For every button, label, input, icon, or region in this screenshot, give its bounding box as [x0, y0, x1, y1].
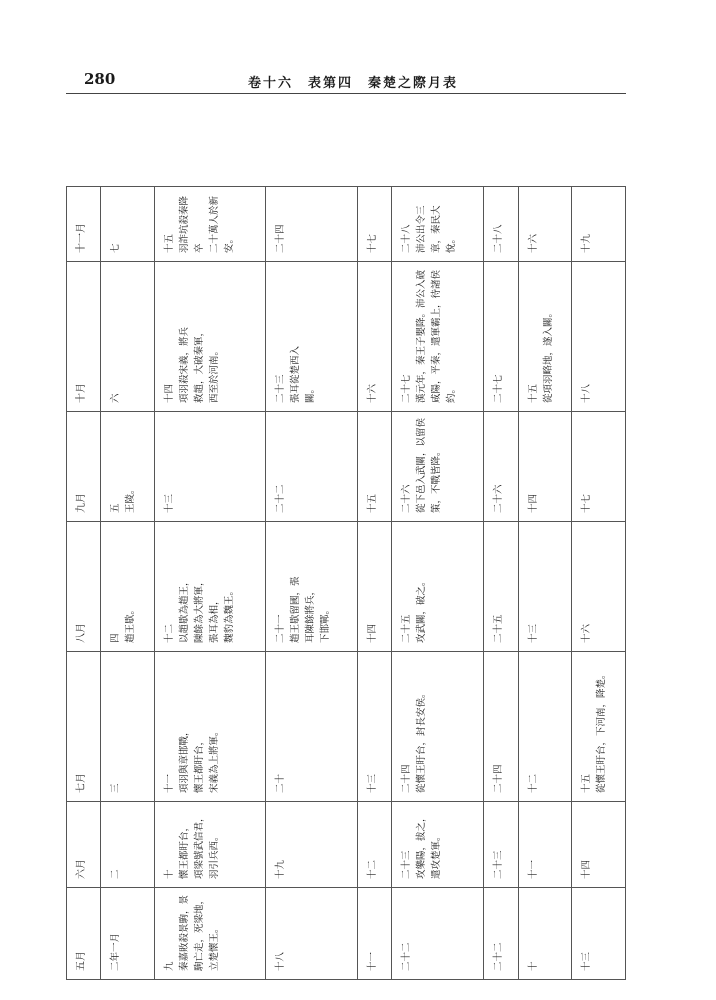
page-number: 280: [84, 70, 116, 88]
running-head: 卷十六 表第四 秦楚之際月表: [248, 76, 459, 91]
table-cell: 十三: [155, 412, 266, 522]
month-label: 七月: [67, 652, 101, 802]
table-cell: 十七: [572, 412, 626, 522]
table-row: [266, 100, 358, 980]
table-cell: 二十七: [484, 262, 518, 412]
table-cell: 十六: [357, 262, 391, 412]
table-cell: 十一: [518, 802, 572, 888]
month-label: 五月: [67, 888, 101, 980]
table-cell: 十五 從懷王盱台，下河南，降楚。: [572, 652, 626, 802]
table-cell: 十八: [572, 262, 626, 412]
month-table-grid: [66, 99, 626, 980]
table-cell: 十五 從項羽略地，遂入關。: [518, 262, 572, 412]
month-label: 八月: [67, 522, 101, 652]
table-cell: 十九: [572, 187, 626, 262]
table-cell: 二十四: [266, 187, 358, 262]
table-row: [484, 100, 518, 980]
table-cell: 十四 項羽殺宋義，將兵 救趙，大破秦軍， 西至於河南。: [155, 262, 266, 412]
table-cell: 十四: [572, 802, 626, 888]
table-cell: 二十二: [266, 412, 358, 522]
table-cell: 十三: [357, 652, 391, 802]
table-cell: 二年一月: [101, 888, 155, 980]
table-cell: 二十六: [484, 412, 518, 522]
table-cell: 二十一 趙王歇留國，張 耳陳餘將兵， 下邯鄲。: [266, 522, 358, 652]
table-cell: 十一 項羽與章邯戰， 懷王都盱台， 宋義為上將軍。: [155, 652, 266, 802]
table-cell: 十三: [572, 888, 626, 980]
table-cell: 十四: [357, 522, 391, 652]
table-cell: 十: [518, 888, 572, 980]
table-cell: 十九: [266, 802, 358, 888]
table-cell: 二十三 張耳從楚西入 關。: [266, 262, 358, 412]
table-row: [518, 100, 572, 980]
table-cell: 二十六 從下邑入武關，以留侯策，不戰皆降。: [392, 412, 484, 522]
month-header-row: [67, 100, 101, 980]
month-label: 六月: [67, 802, 101, 888]
table-cell: 十七: [357, 187, 391, 262]
table-cell: 十 懷王都盱台， 項梁號武信君， 羽引兵西。: [155, 802, 266, 888]
table-cell: 十四: [518, 412, 572, 522]
table-cell: 十二: [357, 802, 391, 888]
month-table: [66, 100, 626, 980]
table-cell: 四 趙王歇。: [101, 522, 155, 652]
table-cell: 十八: [266, 888, 358, 980]
table-cell: 二十八: [484, 187, 518, 262]
table-cell: 六: [101, 262, 155, 412]
table-cell: 三: [101, 652, 155, 802]
month-label: 九月: [67, 412, 101, 522]
table-cell: 二十三: [484, 802, 518, 888]
table-row: [392, 100, 484, 980]
table-cell: 十一: [357, 888, 391, 980]
month-label: 十月: [67, 262, 101, 412]
table-cell: 二十五: [484, 522, 518, 652]
month-label: 十一月: [67, 187, 101, 262]
table-cell: 十二: [518, 652, 572, 802]
table-row: [101, 100, 155, 980]
table-cell: 二十二: [484, 888, 518, 980]
table-cell: 二十: [266, 652, 358, 802]
table-cell: 二十五 攻武關，破之。: [392, 522, 484, 652]
table-row: [572, 100, 626, 980]
table-cell: 十五: [357, 412, 391, 522]
table-cell: 二十三 攻樂陽，拔之，還攻楚軍。: [392, 802, 484, 888]
table-cell: 十三: [518, 522, 572, 652]
table-cell: 十二 以趙歇為趙王， 陳餘為大將軍， 張耳為相， 魏豹為魏王。: [155, 522, 266, 652]
table-cell: 二十四: [484, 652, 518, 802]
table-cell: 二十四 從懷王盱台，封長安侯。: [392, 652, 484, 802]
table-cell: 十六: [572, 522, 626, 652]
table-cell: 七: [101, 187, 155, 262]
table-cell: 二十八 沛公出令三章，秦民大悅。: [392, 187, 484, 262]
table-cell: 二十七 漢元年，秦王子嬰降。沛公入破咸陽，平秦，還軍霸上，待諸侯約。: [392, 262, 484, 412]
header-rule: [66, 93, 626, 94]
table-cell: 十五 羽詐坑殺秦降卒 二十萬人於新 安。: [155, 187, 266, 262]
table-cell: 二: [101, 802, 155, 888]
table-row: [155, 100, 266, 980]
table-cell: 十六: [518, 187, 572, 262]
table-cell: 五 王陵。: [101, 412, 155, 522]
table-row: [357, 100, 391, 980]
table-cell: 二十二: [392, 888, 484, 980]
table-cell: 九 秦嘉敗殺景駒，景 駒亡走，死梁地， 立楚懷王。: [155, 888, 266, 980]
